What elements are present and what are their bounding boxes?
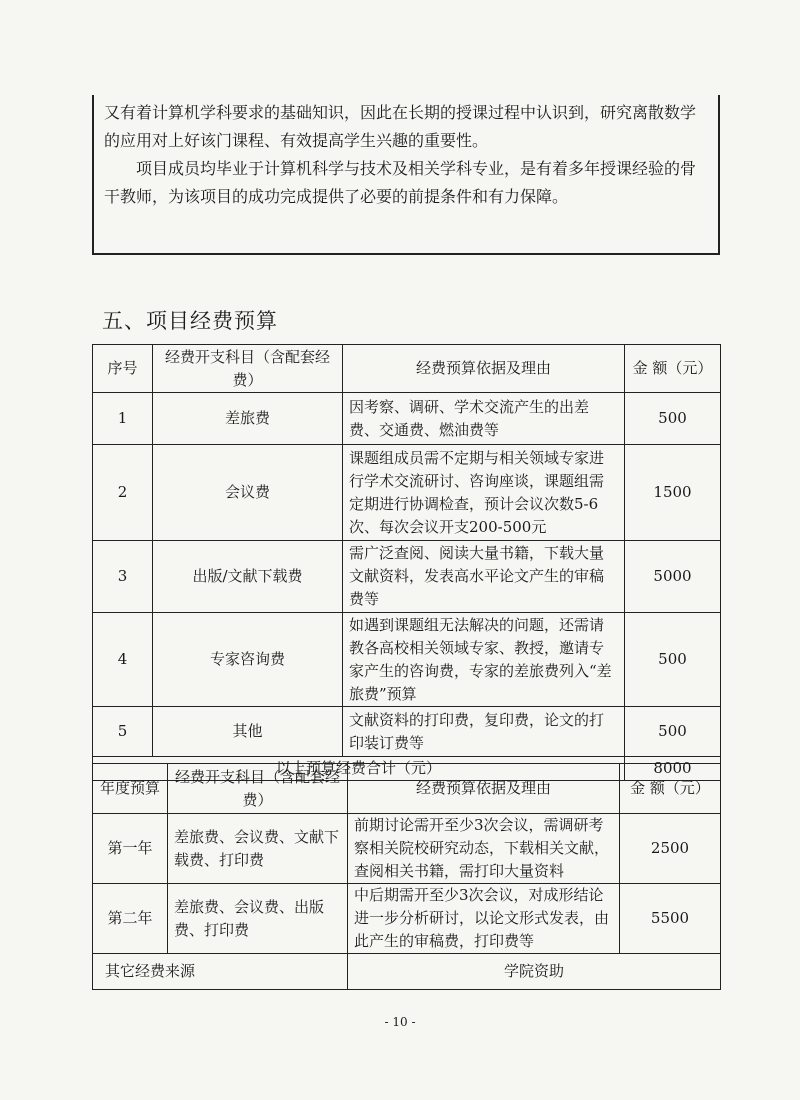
row-reason: 因考察、调研、学术交流产生的出差费、交通费、燃油费等	[343, 393, 625, 445]
row-amount: 5500	[620, 884, 721, 954]
row-item: 出版/文献下载费	[153, 541, 343, 613]
total-label: 以上预算经费合计（元）	[93, 757, 625, 781]
row-reason: 文献资料的打印费，复印费，论文的打印装订费等	[343, 707, 625, 757]
table-row	[93, 393, 721, 445]
row-reason: 中后期需开至少3次会议，对成形结论进一步分析研讨，以论文形式发表，由此产生的审稿费，打印费等	[348, 884, 620, 954]
table-row	[93, 613, 721, 707]
yearly-header-row	[93, 764, 721, 814]
header-reason: 经费预算依据及理由	[348, 764, 620, 814]
row-amount: 2500	[620, 814, 721, 884]
row-item: 专家咨询费	[153, 613, 343, 707]
other-funding-value: 学院资助	[348, 954, 721, 990]
header-year: 年度预算	[93, 764, 168, 814]
row-reason: 需广泛查阅、阅读大量书籍，下载大量文献资料，发表高水平论文产生的审稿费等	[343, 541, 625, 613]
header-amount: 金 额（元）	[620, 764, 721, 814]
row-reason: 前期讨论需开至少3次会议，需调研考察相关院校研究动态，下载相关文献，查阅相关书籍，需打印大量资料	[348, 814, 620, 884]
row-amount: 500	[625, 393, 721, 445]
table-row	[93, 541, 721, 613]
header-item: 经费开支科目（含配套经费）	[153, 345, 343, 393]
row-amount: 5000	[625, 541, 721, 613]
row-no: 3	[93, 541, 153, 613]
table-row	[93, 445, 721, 541]
header-item: 经费开支科目（含配套经费）	[168, 764, 348, 814]
table-row	[93, 814, 721, 884]
project-members-textbox	[92, 95, 720, 255]
header-amount: 金 额（元）	[625, 345, 721, 393]
budget-header-row	[93, 345, 721, 393]
row-no: 4	[93, 613, 153, 707]
row-year: 第一年	[93, 814, 168, 884]
row-no: 5	[93, 707, 153, 757]
row-amount: 500	[625, 613, 721, 707]
intro-paragraph-2: 项目成员均毕业于计算机科学与技术及相关学科专业，是有着多年授课经验的骨干教师，为该项目的成功完成提供了必要的前提条件和有力保障。	[104, 159, 697, 206]
row-year: 第二年	[93, 884, 168, 954]
row-item: 差旅费、会议费、出版费、打印费	[168, 884, 348, 954]
row-amount: 1500	[625, 445, 721, 541]
row-no: 1	[93, 393, 153, 445]
row-no: 2	[93, 445, 153, 541]
table-row	[93, 707, 721, 757]
budget-table	[92, 344, 721, 781]
other-funding-row	[93, 954, 721, 990]
total-value: 8000	[625, 757, 721, 781]
row-reason: 如遇到课题组无法解决的问题，还需请教各高校相关领域专家、教授，邀请专家产生的咨询费，专家的差旅费列入“差旅费”预算	[343, 613, 625, 707]
row-reason: 课题组成员需不定期与相关领域专家进行学术交流研讨、咨询座谈，课题组需定期进行协调检查，预计会议次数5-6次、每次会议开支200-500元	[343, 445, 625, 541]
section-title: 五、项目经费预算	[102, 309, 278, 333]
row-item: 会议费	[153, 445, 343, 541]
intro-paragraph-1: 又有着计算机学科要求的基础知识，因此在长期的授课过程中认识到，研究离散数学的应用对上好该门课程、有效提高学生兴趣的重要性。	[104, 103, 697, 150]
row-amount: 500	[625, 707, 721, 757]
header-reason: 经费预算依据及理由	[343, 345, 625, 393]
table-row	[93, 884, 721, 954]
yearly-budget-table	[92, 763, 721, 990]
row-item: 差旅费	[153, 393, 343, 445]
header-no: 序号	[93, 345, 153, 393]
row-item: 其他	[153, 707, 343, 757]
other-funding-label: 其它经费来源	[93, 954, 348, 990]
page-number: - 10 -	[384, 1015, 416, 1029]
row-item: 差旅费、会议费、文献下载费、打印费	[168, 814, 348, 884]
